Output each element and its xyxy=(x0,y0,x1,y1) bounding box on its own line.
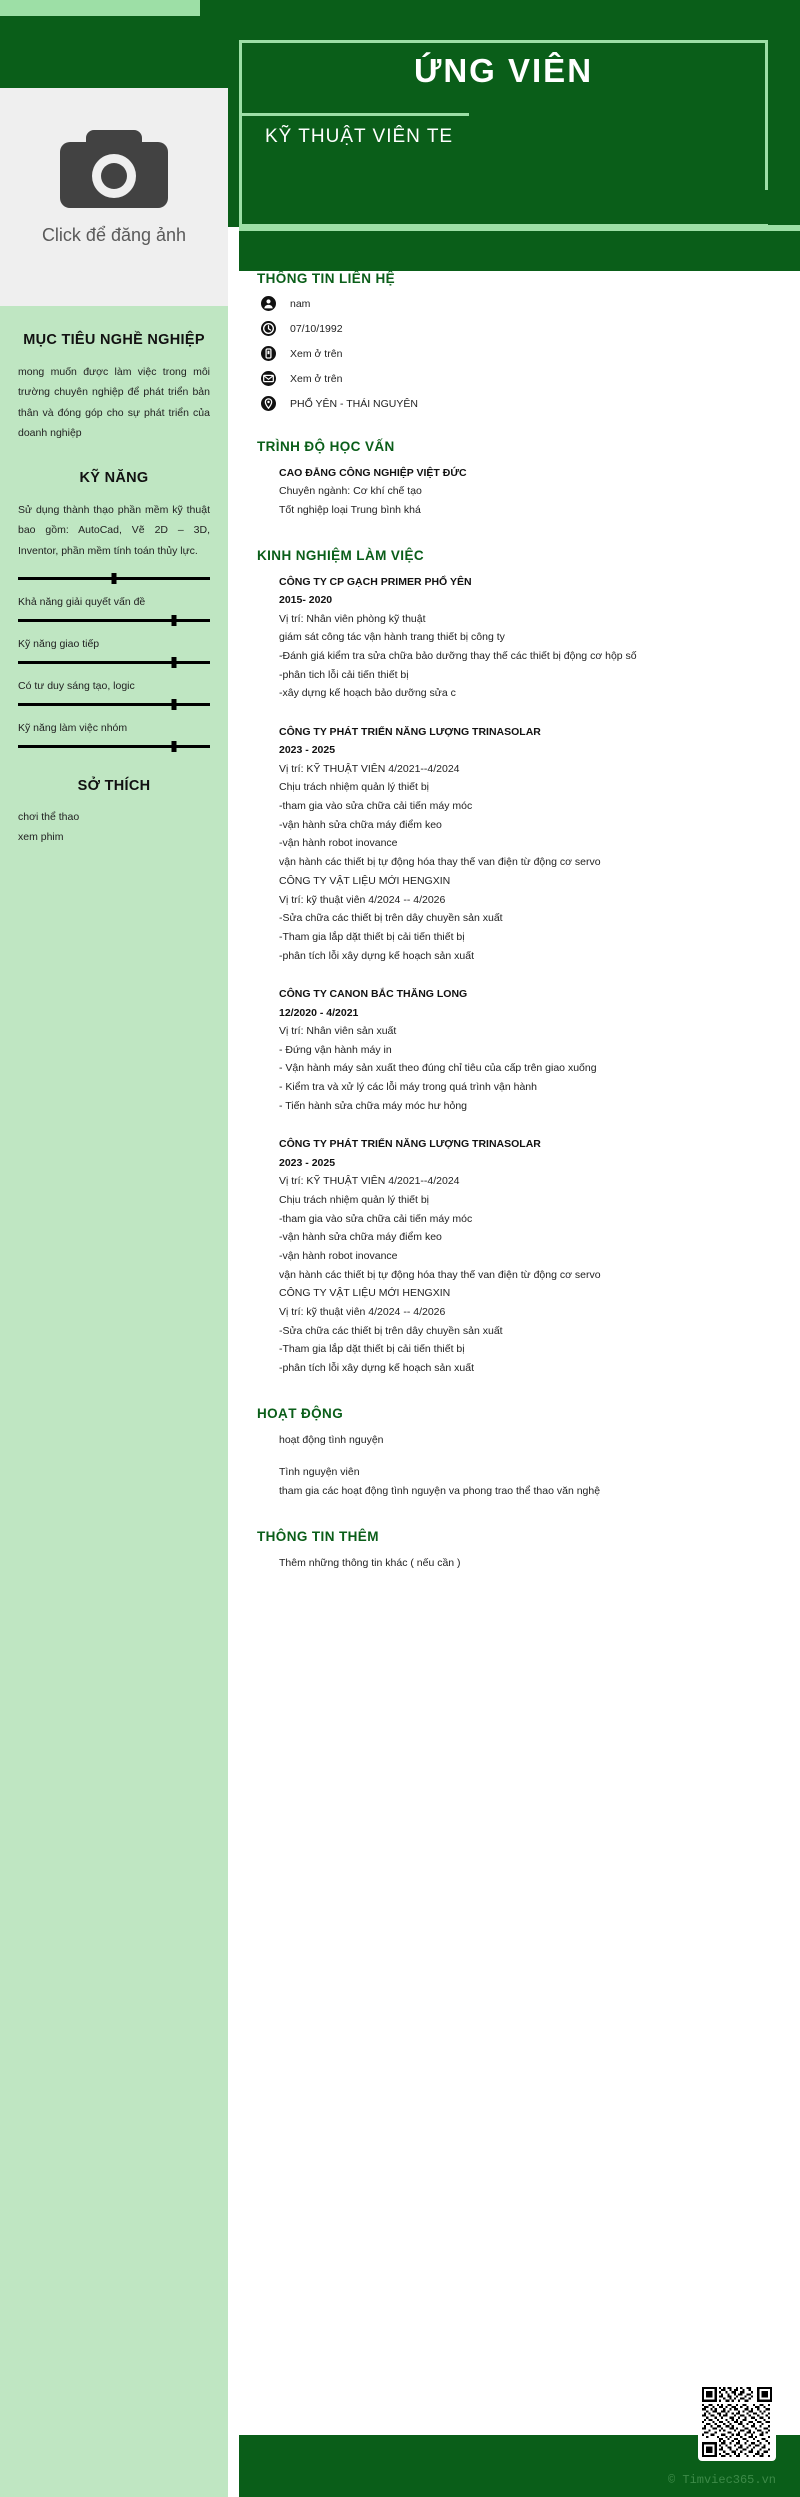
envelope-icon xyxy=(261,371,276,386)
experience-detail: -phân tích lỗi xây dựng kế hoạch sản xuất xyxy=(279,949,474,962)
photo-upload-label: Click để đăng ảnh xyxy=(41,225,187,245)
contact-section xyxy=(257,271,774,411)
phone-icon xyxy=(261,346,276,361)
education-detail: Tốt nghiệp loại Trung bình khá xyxy=(279,504,421,517)
location-pin-icon xyxy=(261,396,276,411)
experience-detail: -tham gia vào sửa chữa cải tiến máy móc xyxy=(279,1212,473,1225)
slider-knob[interactable] xyxy=(171,741,176,752)
contact-item[interactable] xyxy=(261,396,774,411)
experience-detail: Vị trí: KỸ THUẬT VIÊN 4/2021--4/2024 xyxy=(279,1175,460,1188)
left-sidebar-content xyxy=(0,306,228,847)
experience-detail: Vị trí: KỸ THUẬT VIÊN 4/2021--4/2024 xyxy=(279,762,460,775)
experience-detail: CÔNG TY VẬT LIỆU MỚI HENGXIN xyxy=(279,1287,451,1300)
experience-company: CÔNG TY CANON BẮC THĂNG LONG xyxy=(279,988,468,1001)
additional-body xyxy=(257,1554,774,1573)
education-school: CAO ĐẲNG CÔNG NGHIỆP VIỆT ĐỨC xyxy=(279,467,467,479)
education-detail: Chuyên ngành: Cơ khí chế tạo xyxy=(279,485,422,498)
contact-value: nam xyxy=(290,297,311,310)
skill-row xyxy=(18,596,210,626)
experience-entry xyxy=(279,573,774,703)
skill-label: Kỹ năng giao tiếp xyxy=(18,638,100,651)
photo-upload-area[interactable] xyxy=(0,88,228,306)
experience-detail: Vị trí: kỹ thuật viên 4/2024 -- 4/2026 xyxy=(279,893,446,906)
additional-heading: THÔNG TIN THÊM xyxy=(257,1528,379,1544)
contact-value: Xem ở trên xyxy=(290,347,343,360)
experience-period: 2023 - 2025 xyxy=(279,744,336,757)
experience-detail: Vị trí: Nhân viên phòng kỹ thuật xyxy=(279,612,426,625)
experience-detail: CÔNG TY VẬT LIỆU MỚI HENGXIN xyxy=(279,874,451,887)
experience-company: CÔNG TY PHÁT TRIỂN NĂNG LƯỢNG TRINASOLAR xyxy=(279,725,541,738)
cv-subtitle: KỸ THUẬT VIÊN TE xyxy=(265,126,454,147)
activities-lead: hoạt động tình nguyện xyxy=(279,1433,384,1446)
experience-detail: -Sửa chữa các thiết bị trên dây chuyền sản xuất xyxy=(279,1324,503,1337)
skill-slider[interactable] xyxy=(18,699,210,710)
slider-track xyxy=(18,619,210,622)
subtitle-rule xyxy=(239,113,469,116)
slider-track xyxy=(18,703,210,706)
slider-knob[interactable] xyxy=(171,615,176,626)
person-icon xyxy=(261,296,276,311)
experience-detail: -Tham gia lắp dặt thiết bị cải tiến thiết bị xyxy=(279,1343,465,1356)
skill-row xyxy=(18,573,210,584)
hobbies-heading: SỞ THÍCH xyxy=(77,778,151,795)
experience-detail: - Tiến hành sửa chữa máy móc hư hỏng xyxy=(279,1099,468,1112)
education-heading: TRÌNH ĐỘ HỌC VẤN xyxy=(257,439,395,454)
experience-detail: Chịu trách nhiệm quản lý thiết bị xyxy=(279,781,429,794)
skill-slider[interactable] xyxy=(18,657,210,668)
contact-list xyxy=(257,296,774,411)
education-section xyxy=(257,439,774,520)
experience-entry xyxy=(279,723,774,965)
experience-entry xyxy=(279,1135,774,1377)
hobby-item: chơi thể thao xyxy=(18,811,80,824)
skill-row xyxy=(18,638,210,668)
skill-row xyxy=(18,722,210,752)
experience-detail: vận hành các thiết bị tự động hóa thay thế van điện từ động cơ servo xyxy=(279,856,601,869)
experience-period: 2015- 2020 xyxy=(279,594,333,607)
contact-item[interactable] xyxy=(261,321,774,336)
activities-detail: tham gia các hoạt động tình nguyện va phong trao thể thao văn nghệ xyxy=(279,1485,601,1498)
education-list xyxy=(257,464,774,520)
camera-icon xyxy=(0,116,228,219)
contact-value: 07/10/1992 xyxy=(290,322,343,335)
contact-value: PHỔ YÊN - THÁI NGUYÊN xyxy=(290,397,418,410)
skill-label: Có tư duy sáng tạo, logic xyxy=(18,680,135,693)
experience-detail: Vị trí: kỹ thuật viên 4/2024 -- 4/2026 xyxy=(279,1306,446,1318)
experience-detail: Vị trí: Nhân viên sản xuất xyxy=(279,1025,397,1037)
experience-section xyxy=(257,548,774,1378)
experience-detail: -Đánh giá kiểm tra sửa chữa bảo dưỡng thay thế các thiết bị động cơ hộp số xyxy=(279,649,637,662)
experience-detail: Chịu trách nhiệm quản lý thiết bị xyxy=(279,1193,429,1206)
skill-label: Kỹ năng làm việc nhóm xyxy=(18,722,128,735)
skill-slider[interactable] xyxy=(18,615,210,626)
hobby-list xyxy=(18,808,210,847)
contact-heading: THÔNG TIN LIÊN HỆ xyxy=(257,271,396,286)
hobby-item: xem phim xyxy=(18,830,64,843)
experience-detail: -phân tich lỗi cải tiến thiết bị xyxy=(279,668,409,681)
footer-left-band xyxy=(0,2489,228,2497)
skill-slider[interactable] xyxy=(18,741,210,752)
experience-detail: vận hành các thiết bị tự động hóa thay thế van điện từ động cơ servo xyxy=(279,1268,601,1281)
experience-detail: - Đứng vận hành máy in xyxy=(279,1043,392,1056)
experience-detail: -vận hành sửa chữa máy điểm keo xyxy=(279,818,442,831)
skills-heading: KỸ NĂNG xyxy=(79,469,149,486)
experience-entry xyxy=(279,985,774,1115)
skill-row xyxy=(18,680,210,710)
activities-section xyxy=(257,1406,774,1501)
slider-track xyxy=(18,745,210,748)
header-divider xyxy=(239,225,800,231)
cv-title: ỨNG VIÊN xyxy=(413,52,594,89)
footer-credit: © Timviec365.vn xyxy=(667,2473,776,2487)
skill-list xyxy=(18,573,210,752)
skill-slider[interactable] xyxy=(18,573,210,584)
activities-role: Tình nguyện viên xyxy=(279,1466,360,1479)
slider-knob[interactable] xyxy=(112,573,117,584)
objective-heading: MỤC TIÊU NGHỀ NGHIỆP xyxy=(23,332,205,348)
experience-detail: giám sát công tác vận hành trang thiết bị công ty xyxy=(279,631,505,644)
slider-track xyxy=(18,661,210,664)
experience-company: CÔNG TY CP GẠCH PRIMER PHỔ YÊN xyxy=(279,575,472,588)
experience-period: 12/2020 - 4/2021 xyxy=(279,1006,359,1019)
contact-value: Xem ở trên xyxy=(290,372,343,385)
qr-code-icon xyxy=(698,2383,776,2461)
experience-detail: -vận hành robot inovance xyxy=(279,837,398,850)
experience-company: CÔNG TY PHÁT TRIỂN NĂNG LƯỢNG TRINASOLAR xyxy=(279,1138,541,1151)
additional-section xyxy=(257,1529,774,1573)
experience-heading: KINH NGHIỆM LÀM VIỆC xyxy=(257,547,425,563)
experience-detail: - Kiểm tra và xử lý các lỗi máy trong quá trình vận hành xyxy=(279,1081,537,1094)
experience-detail: -phân tích lỗi xây dựng kế hoạch sản xuất xyxy=(279,1362,474,1375)
additional-text: Thêm những thông tin khác ( nếu cần ) xyxy=(279,1556,461,1569)
experience-detail: -tham gia vào sửa chữa cải tiến máy móc xyxy=(279,800,473,813)
experience-detail: - Vận hành máy sản xuất theo đúng chỉ tiêu của cấp trên giao xuống xyxy=(279,1062,597,1075)
slider-knob[interactable] xyxy=(171,699,176,710)
experience-detail: -vận hành sửa chữa máy điểm keo xyxy=(279,1231,442,1244)
clock-icon xyxy=(261,321,276,336)
activities-heading: HOẠT ĐỘNG xyxy=(257,1405,344,1421)
objective-text: mong muốn được làm việc trong môi trường chuyên nghiệp để phát triển bản thân và đóng góp cho sự phát triển của doanh nghiệp xyxy=(18,366,210,440)
header-secondary-band xyxy=(239,231,800,271)
main-content xyxy=(239,271,800,1601)
top-accent-bar xyxy=(0,0,200,16)
education-entry xyxy=(279,464,774,520)
experience-detail: -xây dựng kế hoạch bảo dưỡng sửa c xyxy=(279,687,456,700)
contact-item[interactable] xyxy=(261,371,774,386)
experience-list xyxy=(257,573,774,1378)
experience-detail: -vận hành robot inovance xyxy=(279,1249,398,1262)
contact-item[interactable] xyxy=(261,346,774,361)
experience-detail: -Tham gia lắp dặt thiết bị cải tiến thiết bị xyxy=(279,930,465,943)
skill-label: Khả năng giải quyết vấn đề xyxy=(18,596,146,609)
skills-summary: Sử dụng thành thạo phần mềm kỹ thuật bao gồm: AutoCad, Vẽ 2D – 3D, Inventor, phần mềm tính toán thủy lực. xyxy=(18,503,210,557)
activities-body xyxy=(257,1431,774,1501)
contact-item[interactable] xyxy=(261,296,774,311)
experience-detail: -Sửa chữa các thiết bị trên dây chuyền sản xuất xyxy=(279,912,503,925)
slider-knob[interactable] xyxy=(171,657,176,668)
experience-period: 2023 - 2025 xyxy=(279,1156,336,1169)
